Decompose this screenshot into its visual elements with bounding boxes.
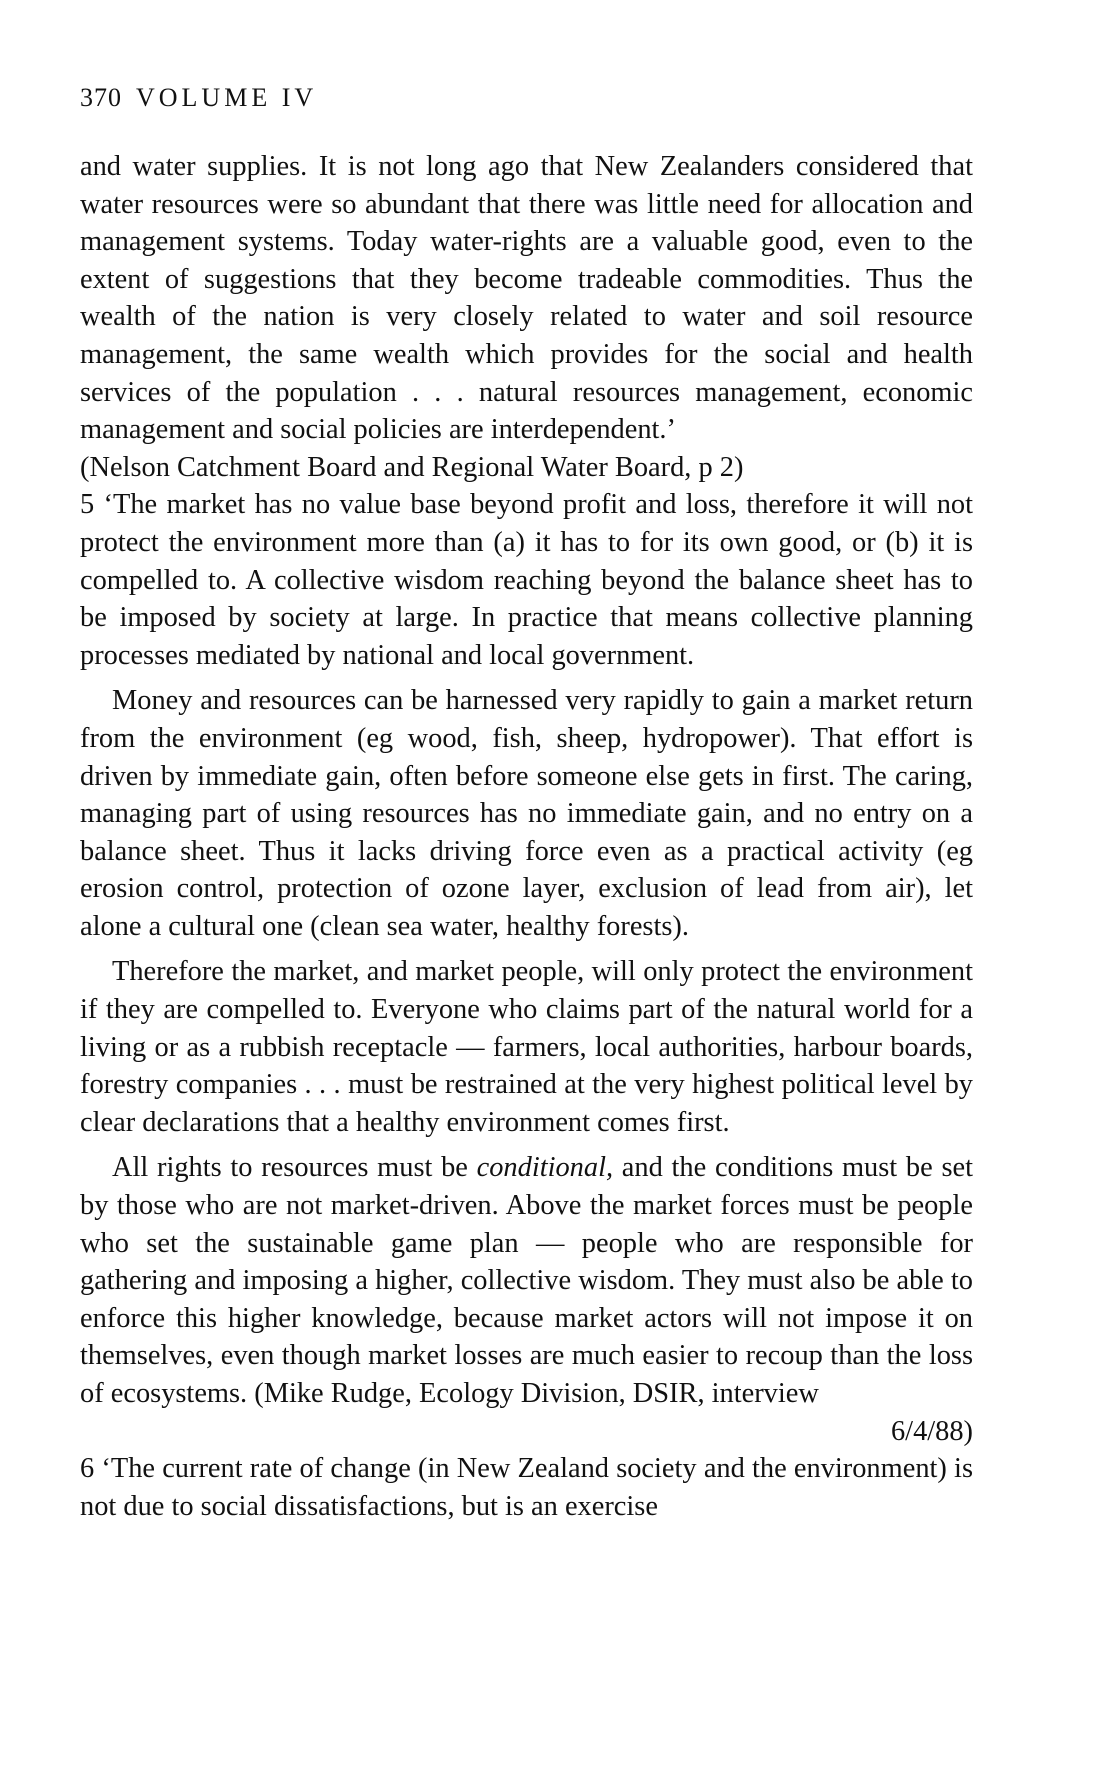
quote-5-p4-text-b: and the conditions must be set by those who are not market-driven. Above the market forces must be people who set the sustainable game plan — people who are responsible for gathering and imposing a higher, collective wisdom. They must also be able to enforce this higher knowledge, because market actors will not impose it on themselves, even though market losses are much easier to recoup than the loss of ecosystems. (Mike Rudge, Ecology Division, DSIR, interview [80,1152,973,1409]
running-head [80,82,973,114]
attribution-rudge-date: 6/4/88) [890,1415,973,1447]
volume-title: VOLUME IV [136,83,318,112]
book-page [80,82,973,1525]
page-number: 370 [80,83,122,112]
quote-continuation: and water supplies. It is not long ago that New Zealanders considered that water resources were so abundant that there was little need for allocation and management systems. Today water-rights are a valuable good, even to the extent of suggestions that they become tradeable commodities. Thus the wealth of the nation is very closely related to water and soil resource management, the same wealth which provides for the social and health services of the population . . . natural resources management, economic management and social policies are interdependent.’ [80,151,973,446]
quote-6-paragraph-1: 6 ‘The current rate of change (in New Zealand society and the environment) is not due to social dissatisfactions, but is an exercise [80,1453,973,1522]
quote-5-paragraph-4 [80,1149,973,1412]
quote-5-p4-text-a: All rights to resources must be [112,1152,477,1184]
quote-5-paragraph-2: Money and resources can be harnessed very rapidly to gain a market return from the environment (eg wood, fish, sheep, hydropower). That effort is driven by immediate gain, often before someone else gets in first. The caring, managing part of using resources has no immediate gain, and no entry on a balance sheet. Thus it lacks driving force even as a practical activity (eg erosion control, protection of ozone layer, exclusion of lead from air), let alone a cultural one (clean sea water, healthy forests). [80,685,973,942]
quote-5-paragraph-3: Therefore the market, and market people, will only protect the environment if they are compelled to. Everyone who claims part of the natural world for a living or as a rubbish receptacle — farmers, local authorities, harbour boards, forestry companies . . . must be restrained at the very highest political level by clear declarations that a healthy environment comes first. [80,956,973,1138]
quote-5-paragraph-1: 5 ‘The market has no value base beyond profit and loss, therefore it will not protect the environment more than (a) it has to for its own good, or (b) it is compelled to. A collective wisdom reaching beyond the balance sheet has to be imposed by society at large. In practice that means collective planning processes mediated by national and local government. [80,489,973,671]
attribution-nelson: (Nelson Catchment Board and Regional Water Board, p 2) [80,451,744,483]
emphasis-conditional: conditional, [476,1152,614,1184]
